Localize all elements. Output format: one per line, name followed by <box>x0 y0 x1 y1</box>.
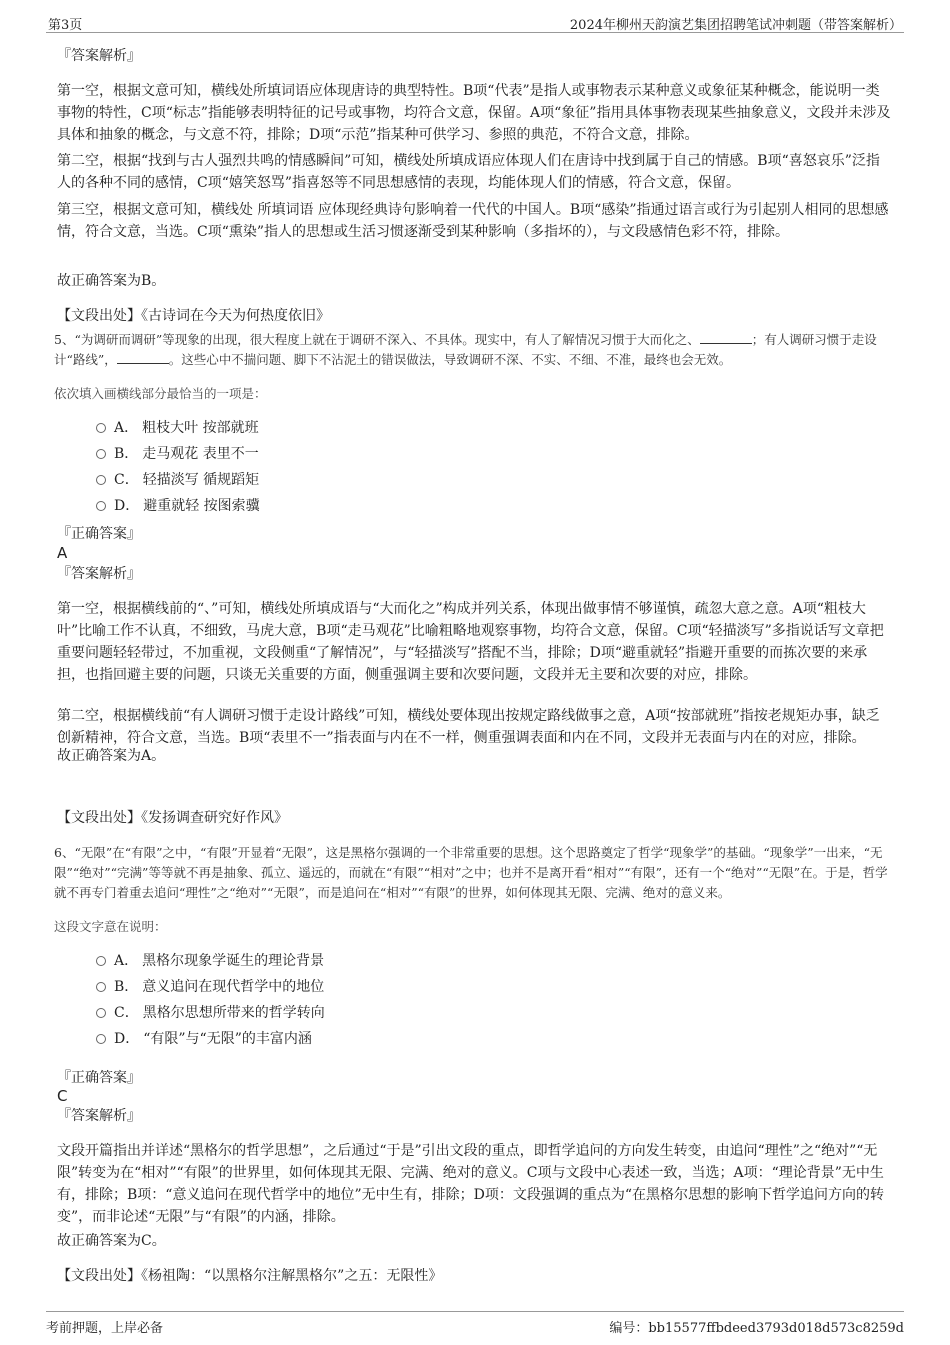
q6-prompt: 这段文字意在说明： <box>54 919 167 934</box>
radio-icon[interactable] <box>96 982 106 992</box>
q6-correct-label: 『正确答案』 <box>57 1070 141 1086</box>
page-header <box>46 12 904 33</box>
radio-icon[interactable] <box>96 475 106 485</box>
radio-icon[interactable] <box>96 1008 106 1018</box>
q5-analysis-p2: 第二空，根据横线前“有人调研习惯于走设计路线”可知，横线处要体现出按规定路线做事之意，A项“按部就班”指按老规矩办事，缺乏创新精神，符合文意，当选。B项“表里不一”指表面与内在不一样，侧重强调表面和内在不同，文段并无表面与内在的对应，排除。 <box>57 708 880 746</box>
radio-icon[interactable] <box>96 956 106 966</box>
q5-question-text <box>54 330 899 370</box>
q5-blank-2 <box>117 351 169 364</box>
q5-option-c[interactable]: C． 轻描淡写 循规蹈矩 <box>96 467 260 493</box>
q4-analysis-p1: 第一空，根据文意可知，横线处所填词语应体现唐诗的典型特性。B项“代表”是指人或事物表示某种意义或象征某种概念，能说明一类事物的特性，C项“标志”指能够表明特征的记号或事物，均符合文意，保留。A项“象征”指用具体事物表现某些抽象意义，文段并未涉及具体和抽象的概念，与文意不符，排除；D项“示范”指某种可供学习、参照的典范，不符合文意，排除。 <box>57 83 891 143</box>
document-id: 编号：bb15577ffbdeed3793d018d573c8259d <box>609 1321 904 1336</box>
q5-option-d[interactable]: D． 避重就轻 按图索骥 <box>96 493 260 519</box>
q5-options <box>96 415 260 519</box>
q6-analysis-label: 『答案解析』 <box>57 1108 141 1124</box>
radio-icon[interactable] <box>96 1034 106 1044</box>
page-footer <box>46 1311 904 1334</box>
q5-correct-label: 『正确答案』 <box>57 526 141 542</box>
q6-analysis-p1: 文段开篇指出并详述“黑格尔的哲学思想”，之后通过“于是”引出文段的重点，即哲学追问的方向发生转变，由追问“理性”之“绝对”“无限”转变为在“相对”“有限”的世界里，如何体现其无限、完满、绝对的意义。C项与文段中心表述一致，当选；A项：“理论背景”无中生有，排除；B项：“意义追问在现代哲学中的地位”无中生有，排除；D项：文段强调的重点为“在黑格尔思想的影响下哲学追问方向的转变”，而非论述“无限”与“有限”的内涵，排除。 <box>57 1143 884 1225</box>
q5-correct-answer: A <box>57 544 68 562</box>
q5-prompt: 依次填入画横线部分最恰当的一项是： <box>54 386 267 401</box>
q4-source: 【文段出处】《古诗词在今天为何热度依旧》 <box>57 308 330 324</box>
q5-option-b[interactable]: B． 走马观花 表里不一 <box>96 441 260 467</box>
q6-option-c[interactable]: C． 黑格尔思想所带来的哲学转向 <box>96 1000 325 1026</box>
q5-source: 【文段出处】《发扬调查研究好作风》 <box>57 810 288 826</box>
q4-conclusion: 故正确答案为B。 <box>57 273 166 289</box>
page-number: 第3页 <box>48 18 83 33</box>
document-title: 2024年柳州天韵演艺集团招聘笔试冲刺题（带答案解析） <box>569 18 902 33</box>
radio-icon[interactable] <box>96 501 106 511</box>
q5-analysis-p1: 第一空，根据横线前的“、”可知，横线处所填成语与“大而化之”构成并列关系，体现出做事情不够谨慎，疏忽大意之意。A项“粗枝大叶”比喻工作不认真，不细致，马虎大意，B项“走马观花”比喻粗略地观察事物，均符合文意，保留。C项“轻描淡写”多指说话写文章把重要问题轻轻带过，不加重视，文段侧重“了解情况”，与“轻描淡写”搭配不当，排除；D项“避重就轻”指避开重要的而拣次要的来承担，也指回避主要的问题，只谈无关重要的方面，侧重强调主要和次要问题，文段并无主要和次要的对应，排除。 <box>57 601 884 683</box>
q5-conclusion: 故正确答案为A。 <box>57 748 166 764</box>
radio-icon[interactable] <box>96 449 106 459</box>
q6-option-d[interactable]: D． “有限”与“无限”的丰富内涵 <box>96 1026 325 1052</box>
q6-correct-answer: C <box>57 1087 68 1105</box>
q6-option-a[interactable]: A． 黑格尔现象学诞生的理论背景 <box>96 948 325 974</box>
q6-question-text: 6、“无限”在“有限”之中，“有限”开显着“无限”，这是黑格尔强调的一个非常重要的思想。这个思路奠定了哲学“现象学”的基础。“现象学”一出来，“无限”“绝对”“完满”等等就不再是抽象、孤立、遥远的，而就在“有限”“相对”之中；也并不是离开看“相对”“有限”，还有一个“绝对”“无限”在。于是，哲学就不再专门着重去追问“理性”之“绝对”“无限”，而是追问在“相对”“有限”的世界，如何体现其无限、完满、绝对的意义来。 <box>54 845 888 900</box>
radio-icon[interactable] <box>96 423 106 433</box>
q6-options <box>96 948 325 1052</box>
q5-option-a[interactable]: A． 粗枝大叶 按部就班 <box>96 415 260 441</box>
q5-text-part-b: ；有人调研习惯于走设计“路线”， <box>54 332 877 367</box>
q6-option-b[interactable]: B． 意义追问在现代哲学中的地位 <box>96 974 325 1000</box>
q6-source: 【文段出处】《杨祖陶：“以黑格尔注解黑格尔”之五：无限性》 <box>57 1268 443 1284</box>
q5-text-part-a: 5、“为调研而调研”等现象的出现，很大程度上就在于调研不深入、不具体。现实中，有人了解情况习惯于大而化之、 <box>54 332 700 347</box>
q6-conclusion: 故正确答案为C。 <box>57 1233 166 1249</box>
q5-analysis-label: 『答案解析』 <box>57 566 141 582</box>
q4-analysis-p2: 第二空，根据“找到与古人强烈共鸣的情感瞬间”可知，横线处所填成语应体现人们在唐诗中找到属于自己的情感。B项“喜怒哀乐”泛指人的各种不同的感情，C项“嬉笑怒骂”指喜怒等不同思想感情的表现，均能体现人们的情感，符合文意，保留。 <box>57 153 880 191</box>
q5-blank-1 <box>700 331 752 344</box>
footer-slogan: 考前押题，上岸必备 <box>46 1321 164 1336</box>
q5-text-part-c: 。这些心中不揣问题、脚下不沾泥土的错误做法，导致调研不深、不实、不细、不准，最终也会无效。 <box>168 352 732 367</box>
q4-analysis-p3: 第三空，根据文意可知，横线处 所填词语 应体现经典诗句影响着一代代的中国人。B项“感染”指通过语言或行为引起别人相同的思想感情，符合文意，当选。C项“熏染”指人的思想或生活习惯逐渐受到某种影响（多指坏的），与文段感情色彩不符，排除。 <box>57 202 889 240</box>
q4-analysis-label: 『答案解析』 <box>57 48 141 64</box>
